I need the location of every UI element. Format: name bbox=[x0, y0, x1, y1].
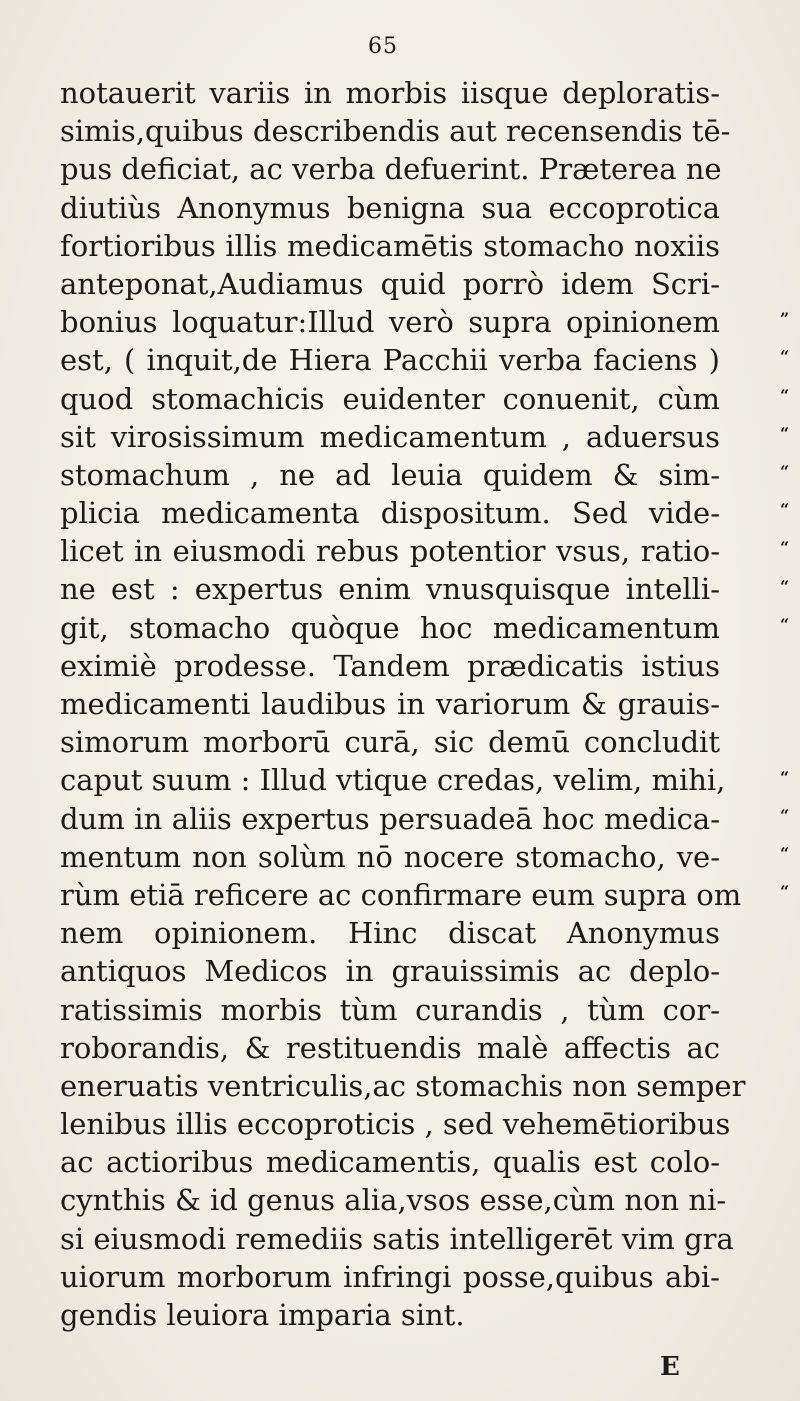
quote-mark: “ bbox=[780, 844, 790, 863]
text-line: gendis leuiora imparia sint. bbox=[60, 1298, 465, 1332]
text-line: mentum non solùm nō nocere stomacho, ve- bbox=[60, 839, 720, 874]
text-line: stomachum , ne ad leuia quidem & sim- bbox=[60, 457, 720, 492]
text-line: ne est : expertus enim vnusquisque intelli- bbox=[60, 572, 720, 607]
text-line: eximiè prodesse. Tandem prædicatis istius bbox=[60, 648, 720, 683]
text-line: dum in aliis expertus persuadeā hoc medica- bbox=[60, 801, 720, 836]
text-line: git, stomacho quòque hoc medicamentum bbox=[60, 610, 720, 645]
text-line: fortioribus illis medicamētis stomacho noxiis bbox=[60, 228, 720, 263]
quote-mark: “ bbox=[780, 767, 790, 787]
signature-mark: E bbox=[660, 1352, 680, 1382]
text-line: cynthis & id genus alia,vsos esse,cùm non ni- bbox=[60, 1183, 727, 1218]
text-line: notauerit variis in morbis iisque deploratis- bbox=[60, 76, 720, 110]
text-line: diutiùs Anonymus benigna sua eccoprotica bbox=[60, 190, 720, 225]
text-line: ratissimis morbis tùm curandis , tùm cor- bbox=[60, 992, 720, 1027]
text-line: roborandis, & restituendis malè affectis ac bbox=[60, 1030, 720, 1065]
quote-mark: “ bbox=[780, 538, 790, 558]
text-line: anteponat,Audiamus quid porrò idem Scri- bbox=[60, 266, 720, 301]
text-line: pus deficiat, ac verba defuerint. Præterea ne bbox=[60, 152, 722, 187]
text-line: nem opinionem. Hinc discat Anonymus bbox=[60, 916, 720, 951]
text-line: si eiusmodi remediis satis intelligerēt vim gra bbox=[60, 1221, 734, 1256]
text-line: quod stomachicis euidenter conuenit, cùm bbox=[60, 381, 720, 416]
text-line: eneruatis ventriculis,ac stomachis non semper bbox=[60, 1068, 746, 1103]
text-line: caput suum : Illud vtique credas, velim, mihi, bbox=[60, 763, 726, 798]
quote-mark: “ bbox=[780, 347, 790, 367]
text-line: uiorum morborum infringi posse,quibus abi- bbox=[60, 1259, 720, 1294]
quote-mark: “ bbox=[780, 614, 790, 634]
text-line: medicamenti laudibus in variorum & grauis- bbox=[60, 687, 720, 721]
quote-mark: “ bbox=[780, 500, 790, 520]
text-line: licet in eiusmodi rebus potentior vsus, ratio- bbox=[60, 534, 720, 569]
quote-mark: “ bbox=[780, 423, 790, 443]
text-line: lenibus illis eccoproticis , sed vehemētioribus bbox=[60, 1107, 731, 1142]
text-line: simorum morborū curā, sic demū concludit bbox=[60, 725, 720, 760]
quote-mark: “ bbox=[780, 385, 790, 405]
quote-mark: “ bbox=[780, 576, 790, 596]
page-number: 65 bbox=[368, 34, 398, 59]
quote-mark: “ bbox=[780, 462, 790, 481]
text-line: simis,quibus describendis aut recensendis tē- bbox=[60, 114, 731, 149]
text-line: bonius loquatur:Illud verò supra opinionem bbox=[60, 305, 720, 340]
quote-mark: ” bbox=[780, 309, 790, 329]
body-text bbox=[60, 74, 746, 1334]
text-line: sit virosissimum medicamentum , aduersus bbox=[60, 419, 720, 454]
text-line: antiquos Medicos in grauissimis ac deplo- bbox=[60, 954, 720, 989]
quote-mark: “ bbox=[780, 805, 790, 825]
quote-mark: “ bbox=[780, 882, 790, 902]
text-line: ac actioribus medicamentis, qualis est colo- bbox=[60, 1145, 720, 1180]
text-line: est, ( inquit,de Hiera Pacchii verba faciens ) bbox=[60, 343, 720, 378]
text-line: plicia medicamenta dispositum. Sed vide- bbox=[60, 496, 720, 531]
text-line: rùm etiā reficere ac confirmare eum supra om bbox=[60, 877, 742, 912]
